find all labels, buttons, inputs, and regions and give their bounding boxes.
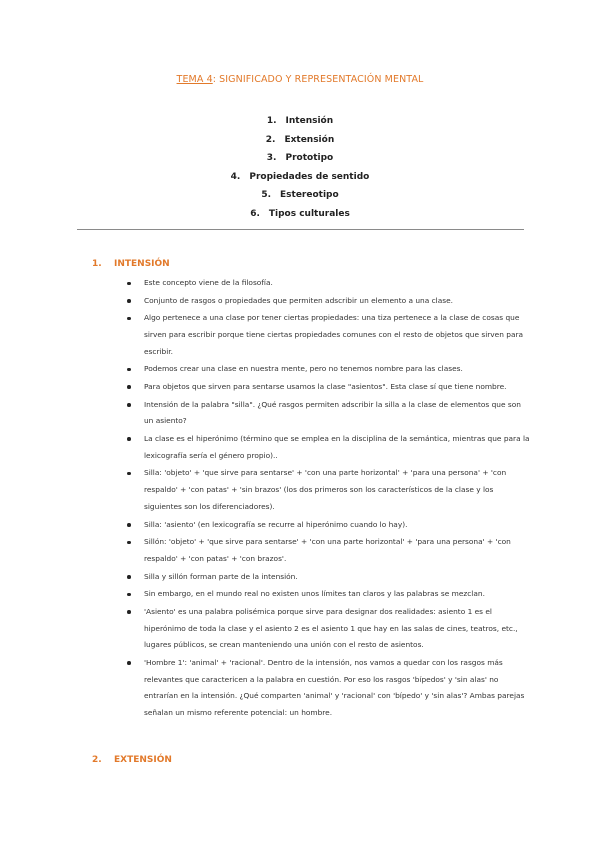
toc-number: 6. — [250, 208, 260, 219]
toc-label: Estereotipo — [280, 190, 339, 200]
list-item — [125, 379, 530, 396]
list-item-text: Conjunto de rasgos o propiedades que permiten adscribir un elemento a una clase. — [144, 295, 453, 305]
section-heading-intension — [92, 259, 170, 269]
bullet-dot-icon — [127, 541, 131, 545]
toc-item — [0, 205, 600, 224]
toc-item — [0, 149, 600, 168]
list-item-text: Para objetos que sirven para sentarse usamos la clase "asientos". Esta clase sí que tiene nombre. — [144, 381, 507, 391]
title-rest: : SIGNIFICADO Y REPRESENTACIÓN MENTAL — [212, 74, 424, 85]
section-number: 2. — [92, 755, 102, 765]
bullet-dot-icon — [127, 368, 131, 372]
list-item — [125, 431, 530, 465]
list-item-text: Silla: 'objeto' + 'que sirve para sentarse' + 'con una parte horizontal' + 'para una persona' + 'con respaldo' + 'con patas' + 'sin brazos' (los dos primeros son los característicos de la clase y los siguientes son los diferenciadores). — [144, 468, 507, 511]
list-item-text: Intensión de la palabra "silla". ¿Qué rasgos permiten adscribir la silla a la clase de elementos que son un asiento? — [144, 399, 521, 426]
list-item — [125, 586, 530, 603]
list-item — [125, 465, 530, 515]
list-item — [125, 534, 530, 568]
bullet-dot-icon — [127, 437, 131, 441]
list-item-text: Algo pertenece a una clase por tener ciertas propiedades: una tiza pertenece a la clase de cosas que sirven para escribir porque tiene ciertas propiedades comunes con el resto de objetos que sirven para escribir. — [144, 313, 524, 356]
bullet-dot-icon — [127, 661, 131, 665]
toc-item — [0, 168, 600, 187]
list-item — [125, 310, 530, 360]
toc-number: 1. — [266, 116, 277, 126]
bullet-dot-icon — [127, 385, 131, 389]
section-heading-extension — [92, 755, 172, 765]
list-item — [125, 397, 530, 431]
bullet-dot-icon — [127, 299, 131, 303]
list-item-text: Silla: 'asiento' (en lexicografía se recurre al hiperónimo cuando lo hay). — [144, 519, 408, 529]
list-item — [125, 293, 530, 310]
bullet-dot-icon — [127, 472, 131, 476]
toc-label: Propiedades de sentido — [249, 171, 370, 182]
table-of-contents — [0, 112, 600, 223]
intension-bullet-list — [125, 275, 530, 723]
section-number: 1. — [92, 259, 102, 269]
list-item-text: Podemos crear una clase en nuestra mente, pero no tenemos nombre para las clases. — [144, 364, 463, 374]
title-prefix: TEMA 4 — [176, 74, 213, 85]
list-item-text: Sillón: 'objeto' + 'que sirve para sentarse' + 'con una parte horizontal' + 'para una persona' + 'con respaldo' + 'con patas' + 'con brazos'. — [144, 537, 511, 563]
bullet-dot-icon — [127, 593, 131, 597]
horizontal-divider — [77, 229, 524, 230]
section-title: EXTENSIÓN — [114, 755, 172, 765]
list-item — [125, 604, 530, 654]
list-item-text: Sin embargo, en el mundo real no existen unos límites tan claros y las palabras se mezclan. — [144, 589, 485, 599]
bullet-dot-icon — [127, 317, 131, 321]
toc-label: Prototipo — [285, 153, 334, 163]
toc-item — [0, 112, 600, 131]
list-item-text: La clase es el hiperónimo (término que se emplea en la disciplina de la semántica, mientras que para la lexicografía sería el género propio).. — [144, 433, 530, 460]
toc-label: Extensión — [284, 134, 335, 145]
bullet-dot-icon — [127, 575, 131, 579]
list-item-text: Este concepto viene de la filosofía. — [144, 278, 273, 287]
section-title: INTENSIÓN — [114, 259, 170, 269]
toc-number: 2. — [265, 134, 276, 145]
toc-item — [0, 186, 600, 205]
list-item — [125, 655, 530, 722]
list-item-text: Silla y sillón forman parte de la intensión. — [144, 571, 298, 581]
document-title — [0, 74, 600, 85]
bullet-dot-icon — [127, 523, 131, 527]
list-item — [125, 275, 530, 292]
list-item-text: 'Hombre 1': 'animal' + 'racional'. Dentro de la intensión, nos vamos a quedar con los rasgos más relevantes que caractericen a la palabra en cuestión. Por eso los rasgos 'bípedos' y 'sin alas' no entrarían en la intensión. ¿Qué comparten 'animal' y 'racional' con 'bípedo' y 'sin alas'? Ambas parejas señalan un mismo referente potencial: un hombre. — [144, 657, 525, 718]
list-item — [125, 569, 530, 586]
list-item — [125, 517, 530, 534]
bullet-dot-icon — [127, 403, 131, 407]
toc-label: Tipos culturales — [268, 208, 350, 219]
list-item — [125, 361, 530, 378]
toc-number: 3. — [266, 153, 277, 163]
toc-number: 4. — [230, 171, 241, 182]
toc-label: Intensión — [285, 116, 334, 126]
toc-item — [0, 131, 600, 150]
bullet-dot-icon — [127, 610, 131, 614]
bullet-dot-icon — [127, 282, 131, 286]
toc-number: 5. — [261, 190, 272, 200]
list-item-text: 'Asiento' es una palabra polisémica porque sirve para designar dos realidades: asiento 1 es el hiperónimo de toda la clase y el asiento 2 es el asiento 1 que hay en las salas de cines, teatros, etc., lugares públicos, se crean manteniendo una unión con el resto de asientos. — [144, 606, 518, 650]
